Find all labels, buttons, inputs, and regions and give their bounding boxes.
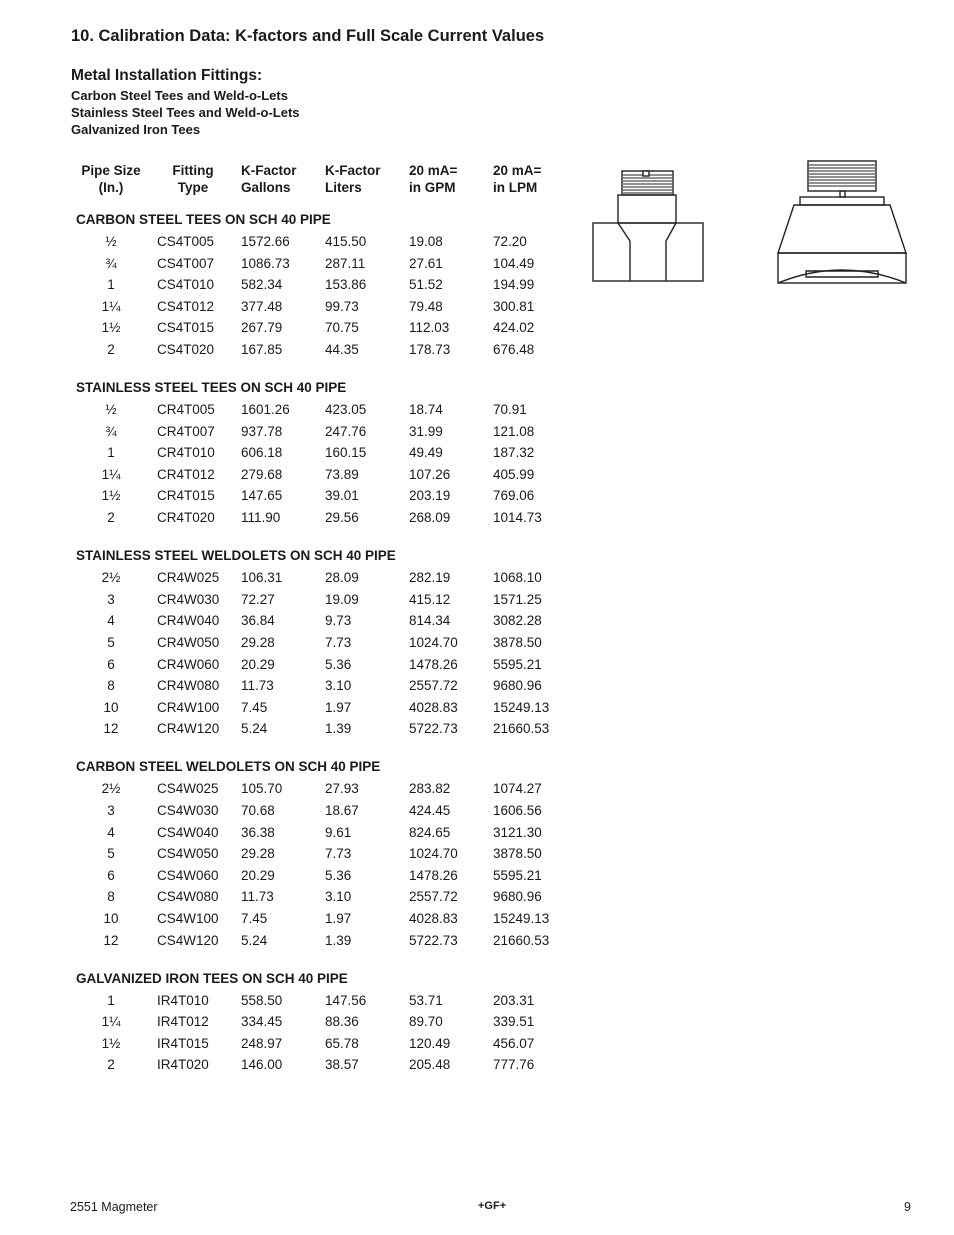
table-cell: 147.65: [241, 488, 283, 504]
table-cell: 287.11: [325, 255, 366, 271]
table-cell: 777.76: [493, 1057, 535, 1073]
table-cell: CS4T007: [157, 255, 215, 271]
table-cell: 27.61: [409, 255, 443, 271]
table-cell: 160.15: [325, 445, 367, 461]
table-cell: 1¼: [101, 1014, 121, 1030]
table-cell: 167.85: [241, 341, 283, 357]
table-cell: 21660.53: [493, 932, 550, 948]
table-cell: 558.50: [241, 992, 283, 1008]
table-cell: 9680.96: [493, 889, 542, 905]
table-section: [76, 541, 576, 740]
table-cell: 5: [107, 846, 115, 862]
table-cell: 2557.72: [409, 889, 458, 905]
table-cell: 120.49: [409, 1035, 451, 1051]
table-cell: 1½: [101, 488, 121, 504]
table-cell: 5595.21: [493, 867, 542, 883]
table-cell: ¾: [105, 255, 117, 271]
table-cell: 1.97: [325, 699, 352, 715]
section-spacer: [76, 529, 576, 542]
table-cell: 15249.13: [493, 910, 550, 926]
table-cell: 18.74: [409, 402, 443, 418]
table-row: [76, 464, 576, 486]
table-cell: 1.39: [325, 721, 352, 737]
table-row: [76, 1011, 576, 1033]
table-cell: 1¼: [101, 466, 121, 482]
table-cell: 415.50: [325, 234, 367, 249]
table-cell: 70.91: [493, 402, 527, 418]
table-section-title: CARBON STEEL WELDOLETS ON SCH 40 PIPE: [76, 759, 381, 775]
table-cell: 606.18: [241, 445, 283, 461]
table-cell: 203.31: [493, 992, 535, 1008]
section-spacer: [76, 951, 576, 964]
column-header-kfactor-liters: K-Factor Liters: [325, 163, 381, 195]
table-section: [76, 373, 576, 529]
table-row: [76, 822, 576, 844]
table-cell: 88.36: [325, 1014, 359, 1030]
table-row: [76, 296, 576, 318]
table-cell: 4: [107, 824, 115, 840]
table-cell: 53.71: [409, 992, 443, 1008]
table-cell: CR4W040: [157, 613, 220, 629]
table-cell: 300.81: [493, 298, 535, 314]
table-cell: 72.20: [493, 234, 527, 249]
table-cell: 121.08: [493, 423, 535, 439]
table-row: [76, 589, 576, 611]
table-row: [76, 421, 576, 443]
table-cell: 5722.73: [409, 721, 458, 737]
table-cell: CR4T005: [157, 402, 215, 418]
table-section-title: STAINLESS STEEL WELDOLETS ON SCH 40 PIPE: [76, 548, 396, 564]
table-cell: CS4W100: [157, 910, 219, 926]
table-cell: 29.28: [241, 846, 275, 862]
table-cell: 247.76: [325, 423, 367, 439]
table-cell: 5.36: [325, 656, 352, 672]
table-cell: 10: [103, 910, 119, 926]
table-cell: 19.08: [409, 234, 443, 249]
table-cell: 38.57: [325, 1057, 359, 1073]
table-row: [76, 567, 576, 589]
table-cell: 9680.96: [493, 678, 542, 694]
fitting-type-line: Carbon Steel Tees and Weld-o-Lets: [71, 88, 288, 103]
table-cell: CS4T005: [157, 234, 215, 249]
table-cell: 424.45: [409, 802, 451, 818]
fitting-type-line: Galvanized Iron Tees: [71, 122, 201, 137]
table-cell: 29.28: [241, 634, 275, 650]
table-cell: 9.73: [325, 613, 352, 629]
table-cell: 203.19: [409, 488, 451, 504]
table-cell: 11.73: [241, 889, 274, 905]
table-cell: 1068.10: [493, 570, 542, 586]
table-section: [76, 752, 576, 951]
table-cell: 4: [107, 613, 115, 629]
table-row: [76, 274, 576, 296]
table-row: [76, 485, 576, 507]
table-cell: 3878.50: [493, 846, 542, 862]
table-row: [76, 317, 576, 339]
table-cell: 72.27: [241, 591, 275, 607]
table-cell: 2½: [101, 781, 121, 797]
table-cell: CS4T015: [157, 320, 215, 336]
table-cell: 5.24: [241, 721, 268, 737]
table-cell: CR4T020: [157, 510, 215, 526]
table-cell: 3121.30: [493, 824, 542, 840]
table-row: [76, 632, 576, 654]
table-cell: 21660.53: [493, 721, 550, 737]
table-cell: 405.99: [493, 466, 535, 482]
table-cell: IR4T010: [157, 992, 209, 1008]
table-section-title: GALVANIZED IRON TEES ON SCH 40 PIPE: [76, 970, 348, 986]
table-cell: 39.01: [325, 488, 359, 504]
table-cell: 1478.26: [409, 656, 458, 672]
table-cell: 1½: [101, 1035, 121, 1051]
table-cell: 70.68: [241, 802, 275, 818]
table-cell: 1.39: [325, 932, 352, 948]
table-cell: 334.45: [241, 1014, 283, 1030]
table-cell: 29.56: [325, 510, 359, 526]
table-cell: 153.86: [325, 277, 367, 293]
table-cell: 49.49: [409, 445, 443, 461]
table-cell: 1¼: [101, 298, 121, 314]
table-row: [76, 778, 576, 800]
fitting-type-line: Stainless Steel Tees and Weld-o-Lets: [71, 105, 300, 120]
weldolet-fitting-illustration: [774, 157, 910, 289]
table-row: [76, 1054, 576, 1076]
table-cell: 1: [107, 992, 115, 1008]
table-cell: 89.70: [409, 1014, 443, 1030]
table-cell: 31.99: [409, 423, 443, 439]
table-cell: 5595.21: [493, 656, 542, 672]
table-cell: IR4T015: [157, 1035, 209, 1051]
table-cell: 937.78: [241, 423, 283, 439]
table-row: [76, 908, 576, 930]
table-cell: 1.97: [325, 910, 352, 926]
table-cell: 205.48: [409, 1057, 451, 1073]
table-cell: 107.26: [409, 466, 451, 482]
table-cell: 267.79: [241, 320, 283, 336]
table-cell: CS4W060: [157, 867, 219, 883]
table-row: [76, 865, 576, 887]
table-row: [76, 1033, 576, 1055]
table-cell: ½: [105, 234, 117, 249]
table-cell: 1478.26: [409, 867, 458, 883]
table-cell: 178.73: [409, 341, 451, 357]
table-cell: 187.32: [493, 445, 535, 461]
table-row: [76, 718, 576, 740]
table-row: [76, 231, 576, 253]
table-cell: 106.31: [241, 570, 283, 586]
table-cell: CS4T010: [157, 277, 215, 293]
table-row: [76, 253, 576, 275]
table-cell: 3: [107, 591, 115, 607]
column-header-fitting-type: Fitting Type: [172, 163, 214, 195]
table-cell: 11.73: [241, 678, 274, 694]
table-cell: 194.99: [493, 277, 535, 293]
table-cell: CS4W120: [157, 932, 219, 948]
section-spacer: [76, 361, 576, 374]
table-cell: CS4W040: [157, 824, 219, 840]
table-cell: 12: [103, 932, 119, 948]
table-cell: 424.02: [493, 320, 535, 336]
table-section-title: CARBON STEEL TEES ON SCH 40 PIPE: [76, 212, 331, 227]
table-cell: 423.05: [325, 402, 367, 418]
table-cell: 2: [107, 1057, 115, 1073]
table-cell: CR4W025: [157, 570, 220, 586]
table-cell: 10: [103, 699, 119, 715]
table-cell: CR4T012: [157, 466, 215, 482]
table-cell: 3082.28: [493, 613, 542, 629]
table-cell: 582.34: [241, 277, 283, 293]
table-cell: 814.34: [409, 613, 451, 629]
table-row: [76, 442, 576, 464]
column-header-20ma-gpm: 20 mA= in GPM: [409, 163, 458, 195]
table-cell: 79.48: [409, 298, 443, 314]
table-cell: 20.29: [241, 656, 275, 672]
table-cell: 824.65: [409, 824, 451, 840]
table-cell: 70.75: [325, 320, 359, 336]
table-cell: 1: [107, 277, 115, 293]
table-cell: 456.07: [493, 1035, 535, 1051]
table-cell: 1014.73: [493, 510, 542, 526]
table-row: [76, 990, 576, 1012]
table-cell: CS4T012: [157, 298, 215, 314]
fitting-types-list: [71, 87, 300, 138]
table-cell: 283.82: [409, 781, 451, 797]
table-cell: 51.52: [409, 277, 443, 293]
page-number: 9: [904, 1200, 911, 1214]
table-cell: 1606.56: [493, 802, 542, 818]
table-cell: 769.06: [493, 488, 535, 504]
table-cell: 676.48: [493, 341, 535, 357]
footer-product-name: 2551 Magmeter: [70, 1200, 158, 1214]
column-header-20ma-lpm: 20 mA= in LPM: [493, 163, 542, 195]
table-cell: CR4W080: [157, 678, 220, 694]
table-cell: 99.73: [325, 298, 359, 314]
table-cell: CR4T007: [157, 423, 215, 439]
table-cell: CR4W120: [157, 721, 220, 737]
table-cell: 1571.25: [493, 591, 542, 607]
table-row: [76, 697, 576, 719]
table-cell: ¾: [105, 423, 117, 439]
table-cell: 268.09: [409, 510, 451, 526]
table-cell: 3.10: [325, 889, 352, 905]
table-cell: CR4T015: [157, 488, 215, 504]
table-cell: 7.45: [241, 699, 268, 715]
column-header-kfactor-gallons: K-Factor Gallons: [241, 163, 297, 195]
table-row: [76, 399, 576, 421]
table-cell: 28.09: [325, 570, 359, 586]
section-spacer: [76, 740, 576, 753]
table-cell: CR4W050: [157, 634, 220, 650]
table-cell: 3.10: [325, 678, 352, 694]
table-cell: CS4W080: [157, 889, 219, 905]
table-section: [76, 205, 576, 361]
table-row: [76, 610, 576, 632]
table-cell: 377.48: [241, 298, 283, 314]
table-cell: CR4W060: [157, 656, 220, 672]
table-cell: 5.36: [325, 867, 352, 883]
table-cell: IR4T020: [157, 1057, 209, 1073]
table-cell: 8: [107, 889, 115, 905]
table-cell: 73.89: [325, 466, 359, 482]
table-cell: 146.00: [241, 1057, 283, 1073]
table-cell: 7.73: [325, 634, 352, 650]
table-cell: 248.97: [241, 1035, 283, 1051]
table-section: [76, 964, 576, 1076]
table-cell: 282.19: [409, 570, 451, 586]
table-cell: 2: [107, 510, 115, 526]
table-cell: 1½: [101, 320, 121, 336]
table-cell: 6: [107, 867, 115, 883]
table-cell: 65.78: [325, 1035, 359, 1051]
table-row: [76, 654, 576, 676]
table-cell: 3: [107, 802, 115, 818]
table-cell: 3878.50: [493, 634, 542, 650]
table-cell: 1074.27: [493, 781, 542, 797]
table-row: [76, 800, 576, 822]
table-row: [76, 843, 576, 865]
column-header-pipe-size: Pipe Size (In.): [81, 163, 141, 195]
table-cell: 415.12: [409, 591, 451, 607]
table-cell: 339.51: [493, 1014, 535, 1030]
table-cell: 4028.83: [409, 699, 458, 715]
table-cell: 19.09: [325, 591, 359, 607]
table-cell: CS4W050: [157, 846, 219, 862]
table-cell: 104.49: [493, 255, 535, 271]
table-cell: CR4W030: [157, 591, 220, 607]
tee-fitting-illustration: [588, 165, 708, 287]
gf-logo: +GF+: [478, 1200, 507, 1212]
calibration-tables: [76, 205, 576, 1076]
table-cell: 15249.13: [493, 699, 550, 715]
table-cell: 1086.73: [241, 255, 290, 271]
table-cell: 2½: [101, 570, 121, 586]
table-cell: 7.45: [241, 910, 268, 926]
table-row: [76, 930, 576, 952]
table-cell: 5: [107, 634, 115, 650]
table-cell: 5722.73: [409, 932, 458, 948]
page-title: 10. Calibration Data: K-factors and Full Scale Current Values: [71, 27, 545, 45]
table-cell: CS4W025: [157, 781, 219, 797]
table-row: [76, 507, 576, 529]
table-cell: 7.73: [325, 846, 352, 862]
table-cell: 44.35: [325, 341, 359, 357]
table-cell: CS4T020: [157, 341, 215, 357]
table-cell: 111.90: [241, 510, 281, 526]
table-cell: 18.67: [325, 802, 359, 818]
table-cell: 5.24: [241, 932, 268, 948]
table-cell: CS4W030: [157, 802, 219, 818]
table-cell: 12: [103, 721, 119, 737]
table-section-title: STAINLESS STEEL TEES ON SCH 40 PIPE: [76, 380, 347, 396]
table-cell: ½: [105, 402, 117, 418]
table-cell: CR4T010: [157, 445, 215, 461]
table-cell: 8: [107, 678, 115, 694]
table-cell: 105.70: [241, 781, 283, 797]
section-heading: Metal Installation Fittings:: [71, 67, 263, 84]
table-cell: 36.38: [241, 824, 275, 840]
table-cell: 279.68: [241, 466, 283, 482]
table-cell: 112.03: [409, 320, 450, 336]
table-cell: 2: [107, 341, 115, 357]
table-cell: 4028.83: [409, 910, 458, 926]
table-cell: 6: [107, 656, 115, 672]
table-cell: 1572.66: [241, 234, 290, 249]
table-cell: 147.56: [325, 992, 367, 1008]
table-cell: 36.84: [241, 613, 275, 629]
table-cell: CR4W100: [157, 699, 220, 715]
table-cell: 2557.72: [409, 678, 458, 694]
table-cell: 1: [107, 445, 115, 461]
table-row: [76, 886, 576, 908]
table-cell: 27.93: [325, 781, 359, 797]
table-cell: 9.61: [325, 824, 352, 840]
table-row: [76, 339, 576, 361]
table-cell: 1601.26: [241, 402, 290, 418]
table-cell: 1024.70: [409, 846, 458, 862]
table-cell: 1024.70: [409, 634, 458, 650]
table-cell: 20.29: [241, 867, 275, 883]
table-row: [76, 675, 576, 697]
table-cell: IR4T012: [157, 1014, 209, 1030]
